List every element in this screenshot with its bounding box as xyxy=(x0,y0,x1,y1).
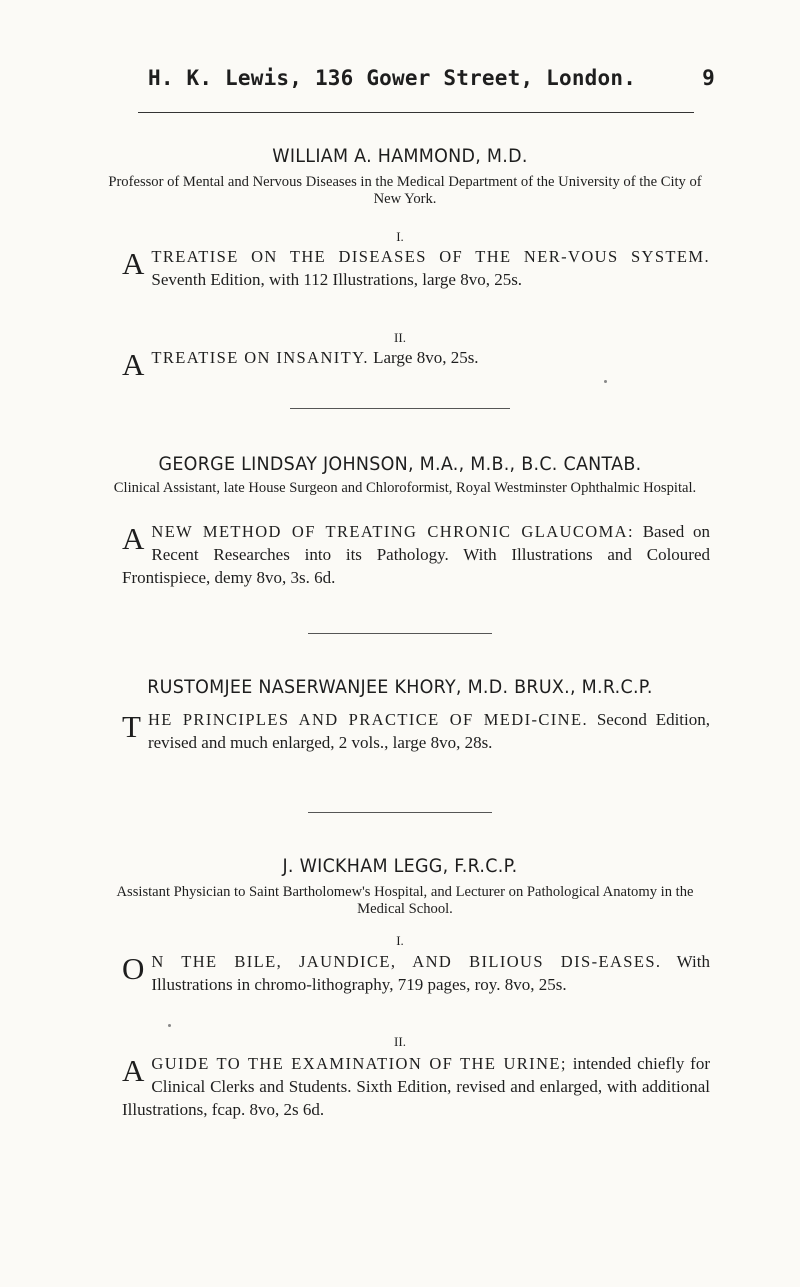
book-entry xyxy=(122,1052,710,1121)
book-details: Based on Recent Researches into its Pathology. With Illustrations and Coloured Frontispiece, demy 8vo, 3s. 6d. xyxy=(122,522,711,587)
author-heading: RUSTOMJEE NASERWANJEE KHORY, M.D. BRUX., M.R.C.P. xyxy=(147,676,653,698)
book-entry xyxy=(122,520,710,589)
section-divider xyxy=(308,812,492,813)
book-details: Seventh Edition, with 112 Illustrations, large 8vo, 25s. xyxy=(151,270,523,289)
entry-numeral: I. xyxy=(396,229,404,244)
book-title-text: TREATISE ON THE DISEASES OF THE NER-VOUS SYSTEM. xyxy=(151,247,710,266)
drop-cap: O xyxy=(122,951,145,986)
drop-cap: A xyxy=(122,246,145,281)
author-heading: GEORGE LINDSAY JOHNSON, M.A., M.B., B.C. CANTAB. xyxy=(158,453,642,475)
section-divider xyxy=(290,408,510,409)
page-number: 9 xyxy=(702,66,715,90)
book-title-text: GUIDE TO THE EXAMINATION OF THE URINE; xyxy=(151,1054,567,1073)
book-title-text: HE PRINCIPLES AND PRACTICE OF MEDI-CINE. xyxy=(147,710,588,729)
section-divider xyxy=(308,633,492,634)
drop-cap: T xyxy=(122,709,141,744)
author-description: Assistant Physician to Saint Bartholomew's Hospital, and Lecturer on Pathological Anatomy in the Medical School. xyxy=(116,884,694,917)
entry-numeral: II. xyxy=(394,1034,406,1049)
book-title xyxy=(122,347,369,382)
drop-cap: A xyxy=(122,521,145,556)
running-head-title: H. K. Lewis, 136 Gower Street, London. xyxy=(148,66,637,90)
author-heading: J. WICKHAM LEGG, F.R.C.P. xyxy=(282,855,518,877)
book-entry xyxy=(122,346,710,382)
book-title-text: NEW METHOD OF TREATING CHRONIC GLAUCOMA: xyxy=(151,522,634,541)
book-title-text: TREATISE ON INSANITY. xyxy=(151,348,369,367)
author-description: Clinical Assistant, late House Surgeon and Chloroformist, Royal Westminster Ophthalmic Hospital. xyxy=(113,480,697,496)
header-rule xyxy=(138,112,694,113)
print-speck xyxy=(604,380,607,383)
book-entry xyxy=(122,708,710,754)
book-entry xyxy=(122,950,710,996)
author-heading: WILLIAM A. HAMMOND, M.D. xyxy=(272,145,528,167)
book-entry xyxy=(122,245,710,291)
book-details: Second Edition, revised and much enlarged, 2 vols., large 8vo, 28s. xyxy=(147,710,710,752)
entry-numeral: II. xyxy=(394,330,406,345)
book-details: Large 8vo, 25s. xyxy=(368,348,479,367)
book-title xyxy=(122,1053,567,1088)
book-title-text: N THE BILE, JAUNDICE, AND BILIOUS DIS-EASES. xyxy=(151,952,662,971)
book-details: With Illustrations in chromo-lithography, 719 pages, roy. 8vo, 25s. xyxy=(151,952,710,994)
book-details: intended chiefly for Clinical Clerks and Students. Sixth Edition, revised and enlarged, with additional Illustrations, fcap. 8vo, 2s 6d. xyxy=(122,1054,711,1119)
entry-numeral: I. xyxy=(396,933,404,948)
drop-cap: A xyxy=(122,347,145,382)
drop-cap: A xyxy=(122,1053,145,1088)
print-speck xyxy=(168,1024,171,1027)
author-description: Professor of Mental and Nervous Diseases in the Medical Department of the University of the City of New York. xyxy=(108,174,702,207)
book-title xyxy=(122,521,634,556)
